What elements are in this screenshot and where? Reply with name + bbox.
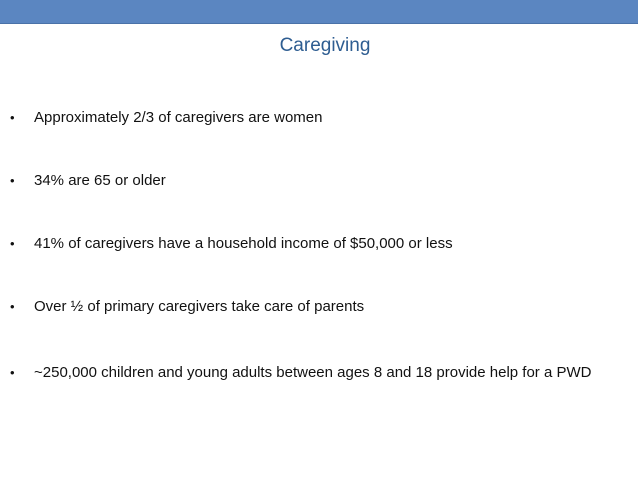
bullet-icon: • [10,365,15,380]
top-banner-bar [0,0,638,24]
slide-title: Caregiving [279,35,371,56]
bullet-text: Approximately 2/3 of caregivers are women [34,109,323,126]
bullet-item [10,363,600,382]
bullet-icon: • [10,299,15,314]
bullet-icon: • [10,236,15,251]
bullet-icon: • [10,173,15,188]
bullet-item [10,108,600,127]
bullet-text: ~250,000 children and young adults between ages 8 and 18 provide help for a PWD [34,364,592,381]
bullet-icon: • [10,110,15,125]
bullet-text: Over ½ of primary caregivers take care of parents [34,298,365,315]
bullet-item [10,234,600,253]
bullet-text: 34% are 65 or older [34,172,166,189]
bullet-item [10,171,600,190]
bullet-item [10,297,600,316]
bullet-text: 41% of caregivers have a household income of $50,000 or less [34,235,453,252]
